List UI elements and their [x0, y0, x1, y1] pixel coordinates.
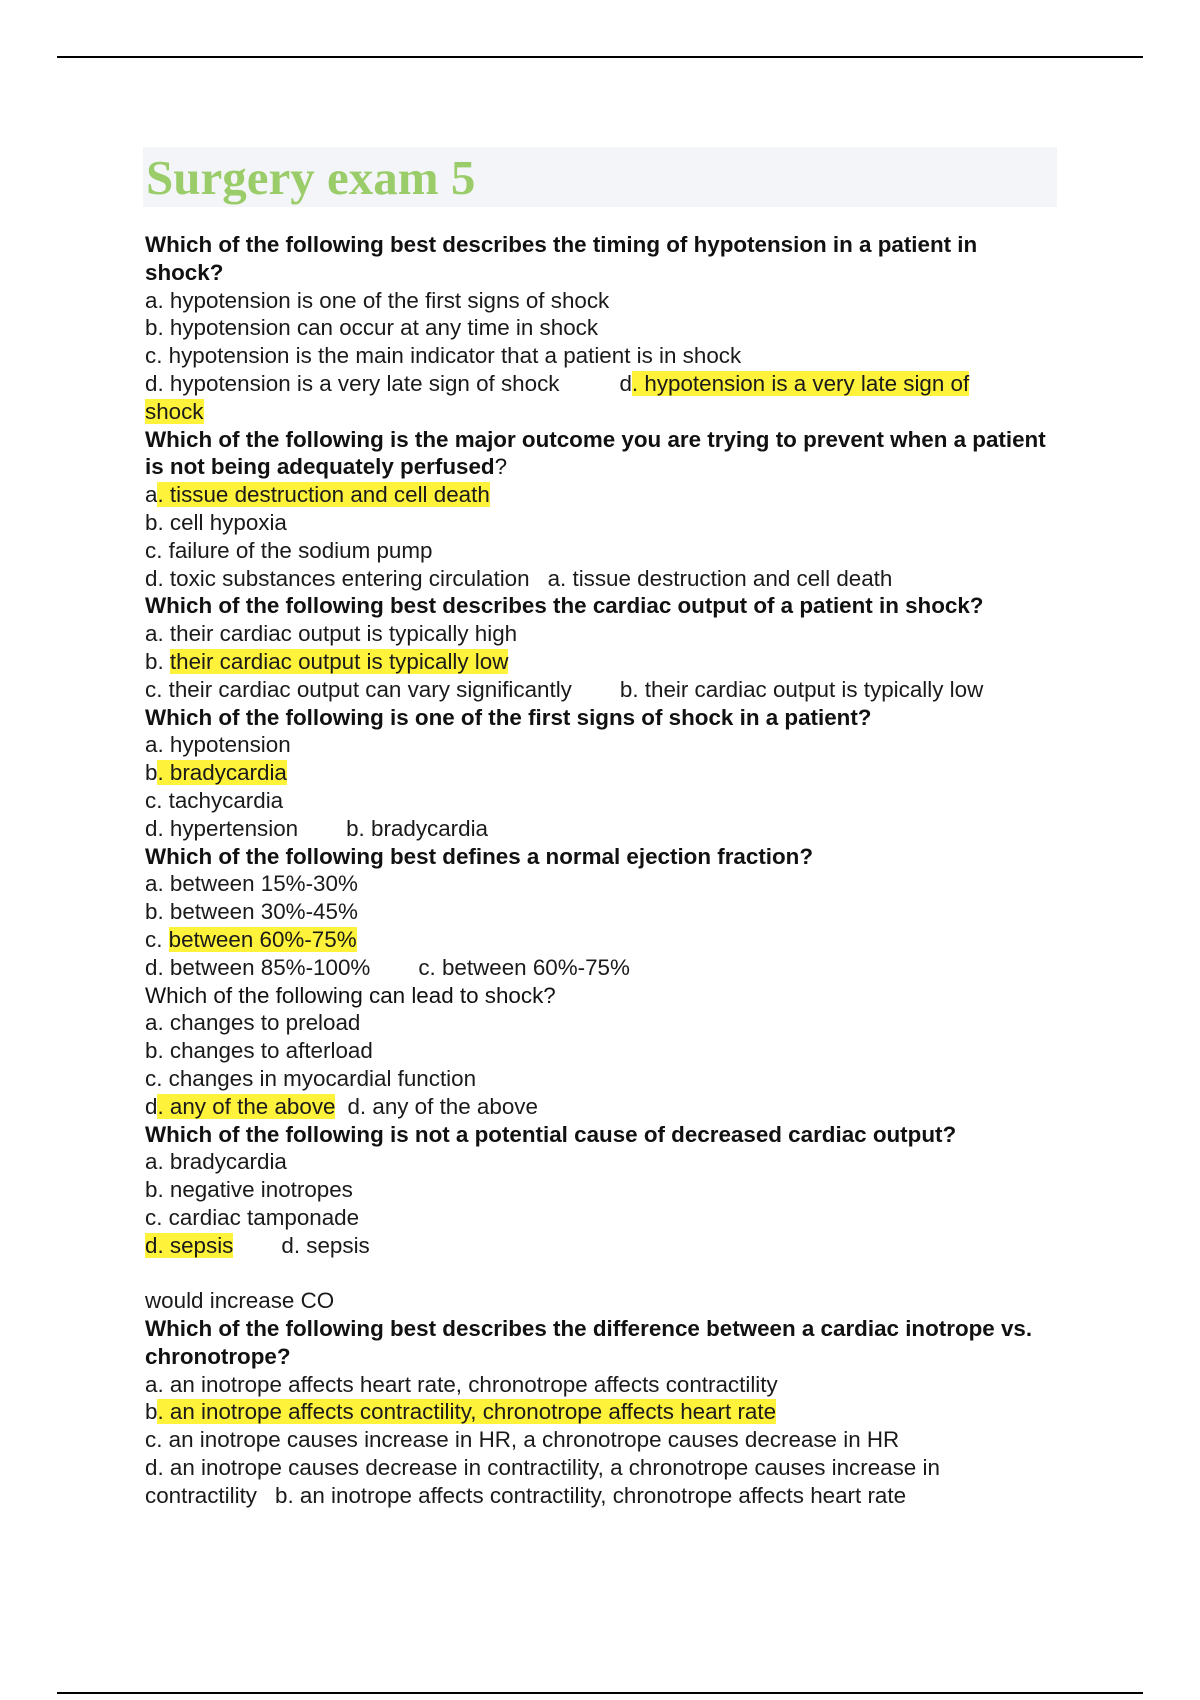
- question-1-option-c: c. hypotension is the main indicator that a patient is in shock: [145, 343, 742, 369]
- question-5-option-a: a. between 15%-30%: [145, 871, 358, 897]
- question-1-option-d: d. hypotension is a very late sign of shock: [145, 370, 560, 396]
- question-2-option-d-row: [145, 565, 1055, 593]
- question-3-option-a: a. their cardiac output is typically high: [145, 621, 518, 647]
- question-5-option-c-row: [145, 926, 1055, 954]
- question-1-option-a: a. hypotension is one of the first signs of shock: [145, 287, 610, 313]
- question-7-option-d-row: [145, 1232, 1055, 1260]
- question-2-option-a-row: [145, 481, 1055, 509]
- page-title: Surgery exam 5: [146, 150, 476, 205]
- question-8-option-d-cont: contractility: [145, 1482, 257, 1508]
- exam-content: [145, 231, 1055, 1510]
- question-7-option-b: b. negative inotropes: [145, 1177, 353, 1203]
- question-2-prompt: Which of the following is the major outcome you are trying to prevent when a patient is not being adequately perfused: [145, 426, 1046, 480]
- question-6-option-d-row: [145, 1093, 1055, 1121]
- question-5-answer: c. between 60%-75%: [418, 954, 630, 980]
- bottom-rule: [57, 1692, 1143, 1694]
- top-rule: [57, 56, 1143, 58]
- question-2-prompt-row: [145, 426, 1055, 482]
- question-7-note: would increase CO: [145, 1288, 335, 1314]
- question-7-option-c: c. cardiac tamponade: [145, 1204, 360, 1230]
- question-5-option-c-highlight: between 60%-75%: [168, 926, 357, 952]
- question-3-answer: b. their cardiac output is typically low: [619, 676, 984, 702]
- question-3-option-b-letter: b.: [145, 648, 170, 674]
- question-8-option-a: a. an inotrope affects heart rate, chronotrope affects contractility: [145, 1371, 778, 1397]
- question-7-option-d-highlight: d. sepsis: [145, 1232, 234, 1258]
- question-4-option-d: d. hypertension: [145, 815, 299, 841]
- question-2-prompt-end: ?: [494, 454, 508, 480]
- question-2-option-b: b. cell hypoxia: [145, 509, 287, 535]
- question-1-option-b: b. hypotension can occur at any time in shock: [145, 315, 599, 341]
- question-4-option-d-row: [145, 815, 1055, 843]
- question-5-option-b: b. between 30%-45%: [145, 899, 358, 925]
- question-2-answer: a. tissue destruction and cell death: [547, 565, 893, 591]
- question-1-answer-tail-row: [145, 398, 1055, 426]
- question-3-prompt: Which of the following best describes the cardiac output of a patient in shock?: [145, 593, 984, 619]
- question-6-option-d-letter: d: [145, 1093, 158, 1119]
- question-5-option-c-letter: c.: [145, 926, 169, 952]
- question-1-answer-letter: d: [619, 370, 632, 396]
- question-8-option-b-row: [145, 1398, 1055, 1426]
- question-6-option-d-highlight: . any of the above: [157, 1093, 336, 1119]
- question-8-prompt: Which of the following best describes the difference between a cardiac inotrope vs. chronotrope?: [145, 1316, 1033, 1369]
- question-6-prompt: Which of the following can lead to shock?: [145, 982, 556, 1008]
- question-6-option-c: c. changes in myocardial function: [145, 1065, 477, 1091]
- question-2-option-c: c. failure of the sodium pump: [145, 537, 433, 563]
- question-6-option-b: b. changes to afterload: [145, 1038, 373, 1064]
- question-3-option-c: c. their cardiac output can vary significantly: [145, 676, 572, 702]
- question-5-option-d-row: [145, 954, 1055, 982]
- question-4-option-b-letter: b: [145, 760, 158, 786]
- question-4-option-a: a. hypotension: [145, 732, 291, 758]
- question-5-prompt: Which of the following best defines a normal ejection fraction?: [145, 843, 814, 869]
- question-1-answer-highlight: . hypotension is a very late sign of: [631, 370, 970, 396]
- question-8-answer: b. an inotrope affects contractility, chronotrope affects heart rate: [275, 1482, 907, 1508]
- question-4-option-c: c. tachycardia: [145, 787, 284, 813]
- spacer: [145, 1259, 1055, 1287]
- question-8-option-c: c. an inotrope causes increase in HR, a chronotrope causes decrease in HR: [145, 1427, 900, 1453]
- question-6-option-a: a. changes to preload: [145, 1010, 361, 1036]
- question-3-option-b-highlight: their cardiac output is typically low: [169, 648, 509, 674]
- question-4-answer: b. bradycardia: [346, 815, 488, 841]
- question-2-option-d: d. toxic substances entering circulation: [145, 565, 530, 591]
- question-2-option-a-letter: a: [145, 482, 158, 508]
- question-4-option-b-highlight: . bradycardia: [157, 760, 287, 786]
- question-2-option-a-highlight: . tissue destruction and cell death: [157, 482, 490, 508]
- question-1-prompt: Which of the following best describes the timing of hypotension in a patient in shock?: [145, 232, 978, 285]
- question-8-option-b-highlight: . an inotrope affects contractility, chronotrope affects heart rate: [157, 1399, 777, 1425]
- question-4-prompt: Which of the following is one of the first signs of shock in a patient?: [145, 704, 872, 730]
- question-3-option-b-row: [145, 648, 1055, 676]
- question-7-answer: d. sepsis: [281, 1232, 370, 1258]
- question-8-option-d: d. an inotrope causes decrease in contractility, a chronotrope causes increase in: [145, 1455, 940, 1481]
- question-4-option-b-row: [145, 759, 1055, 787]
- question-5-option-d: d. between 85%-100%: [145, 954, 371, 980]
- question-7-prompt: Which of the following is not a potential cause of decreased cardiac output?: [145, 1121, 957, 1147]
- question-1-answer-tail: shock: [145, 398, 204, 424]
- question-7-option-a: a. bradycardia: [145, 1149, 287, 1175]
- question-1-option-d-row: [145, 370, 1055, 398]
- question-6-answer: d. any of the above: [347, 1093, 538, 1119]
- question-3-option-c-row: [145, 676, 1055, 704]
- question-8-option-b-letter: b: [145, 1399, 158, 1425]
- question-8-option-d-cont-row: [145, 1482, 1055, 1510]
